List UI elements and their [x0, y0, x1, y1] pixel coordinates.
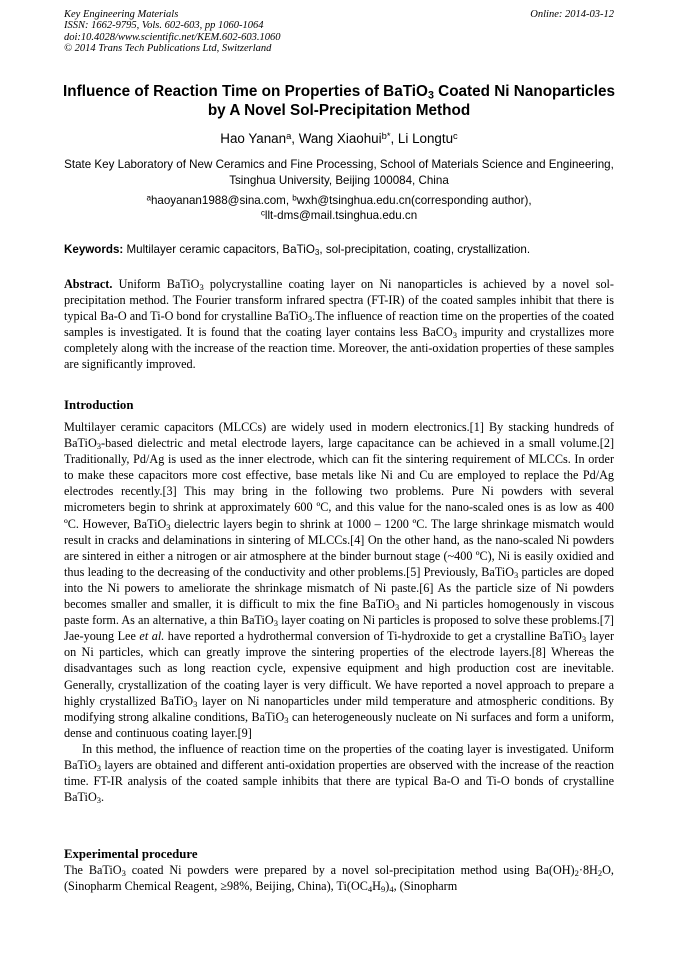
paper-title: Influence of Reaction Time on Properties of BaTiO$_3$ Coated Ni Nanoparticles by A Novel Sol-Precipitation Method — [63, 83, 615, 119]
author-name: , Wang Xiaohui — [291, 131, 382, 146]
paragraph: The BaTiO$_3$ coated Ni powders were prepared by a novel sol-precipitation method using $Ba(OH)_2\cdot 8H_2O$, (Sinopharm Chemical Reagent, ≥98%, Beijing, China), $Ti(OC_4H_9)_4$, (Sinopharm — [64, 863, 614, 895]
affiliation: State Key Laboratory of New Ceramics and Fine Processing, School of Materials Science and Engineering, Tsinghua University, Beijing 100084, China — [64, 158, 614, 187]
abstract-label: Abstract. — [64, 277, 113, 291]
journal-header — [64, 9, 281, 55]
author-list: Hao Yanan$^a$, Wang Xiaohui$^{b*}$, Li Longtu$^c$ — [220, 130, 458, 146]
email-link[interactable]: wxh@tsinghua.edu.cn(corresponding author), — [296, 194, 532, 207]
experimental-body — [64, 862, 614, 894]
section-heading-experimental: Experimental procedure — [64, 847, 198, 861]
abstract: Abstract. Uniform BaTiO$_3$ polycrystalline coating layer on Ni nanoparticles is achieved by a novel sol-precipitation method. The Fourier transform infrared spectra (FT-IR) of the coated samples inhibit that there is typical Ba-O and Ti-O bond for crystalline BaTiO$_3$.The influence of reaction time on the properties of the coated samples is investigated. It is found that the coating layer contains less BaCO$_3$ impurity and crystallizes more completely along with the increase of the reaction time. Moreover, the anti-oxidation properties of these samples are significantly improved. — [64, 277, 614, 372]
keywords: Keywords: Multilayer ceramic capacitors, BaTiO$_3$, sol-precipitation, coating, crystallization. — [64, 243, 531, 258]
journal-name: Key Engineering Materials — [64, 9, 179, 20]
online-date: Online: 2014-03-12 — [530, 9, 614, 20]
paragraph: Multilayer ceramic capacitors (MLCCs) are widely used in modern electronics.[1] By stacking hundreds of BaTiO$_3$-based dielectric and metal electrode layers, large capacitance can be achieved in a small volume.[2] Traditionally, Pd/Ag is used as the inner electrode, which can fit the sintering requirement of MLCCs. In order to make these capacitors more cost effective, base metals like Ni and Cu are employed to replace the Pd/Ag electrodes recently.[3] This may bring in the following two problems. Pure Ni powders with several micrometers begin to shrink at approximately 600 ºC, and this value for the nano-scaled ones is as low as 400 ºC. However, BaTiO$_3$ dielectric layers begin to shrink at 1000 – 1200 ºC. The large shrinkage mismatch would result in cracks and delaminations in sintering of MLCCs.[4] On the other hand, as the nano-scaled Ni powders are sintered in either a nitrogen or air atmosphere at the binder burnout stage (~400 ºC), Ni is easily oxidied and thus leading to the decreasing of the conductivity and other problems.[5] Previously, BaTiO$_3$ particles are doped into the Ni powers to ameliorate the shrinkage mismatch of Ni paste.[6] As the particle size of Ni powders becomes smaller and smaller, it is difficult to mix the fine BaTiO$_3$ and Ni particles homogenously in viscous paste form. As an alternative, a thin BaTiO$_3$ layer coating on Ni particles is proposed to solve these problems.[7] Jae-young Lee et al. have reported a hydrothermal conversion of Ti-hydroxide to get a crystalline BaTiO$_3$ layer on Ni particles, which can greatly improve the sintering properties of the electrode layers.[8] Whereas the disadvantages such as long reaction cycle, expensive equipment and high production cost are inevitable. Generally, crystallization of the coating layer is very difficult. We have reported a novel approach to prepare a highly crystallized BaTiO$_3$ layer on Ni nanoparticles under mild temperature and atmospheric conditions. By modifying strong alkaline conditions, BaTiO$_3$ can heterogeneously nucleate on Ni surfaces and form a uniform, dense and continuous coating layer.[9] — [64, 420, 615, 740]
keywords-label: Keywords: — [64, 243, 124, 256]
email-link[interactable]: llt-dms@mail.tsinghua.edu.cn — [264, 209, 418, 222]
section-heading-introduction: Introduction — [64, 398, 134, 412]
copyright-line: © 2014 Trans Tech Publications Ltd, Switzerland — [64, 43, 272, 55]
author-name: , Li Longtu — [390, 131, 454, 146]
introduction-body — [64, 419, 614, 805]
doi-line: doi:10.4028/www.scientific.net/KEM.602-603.1060 — [64, 31, 281, 43]
author-name: Hao Yanan — [220, 131, 287, 146]
issn-line: ISSN: 1662-9795, Vols. 602-603, pp 1060-1064 — [64, 20, 264, 32]
author-emails: $^a$haoyanan1988@sina.com, $^b$wxh@tsinghua.edu.cn(corresponding author), $^c$llt-dms@mail.tsinghua.edu.cn — [146, 193, 532, 222]
email-link[interactable]: haoyanan1988@sina.com, — [150, 194, 293, 207]
paragraph: In this method, the influence of reaction time on the properties of the coating layer is investigated. Uniform BaTiO$_3$ layers are obtained and different anti-oxidation properties are observed with the increase of the reaction time. FT-IR analysis of the coated sample inhibits that there are typical Ba-O and Ti-O bonds of crystalline BaTiO$_3$. — [64, 741, 614, 806]
